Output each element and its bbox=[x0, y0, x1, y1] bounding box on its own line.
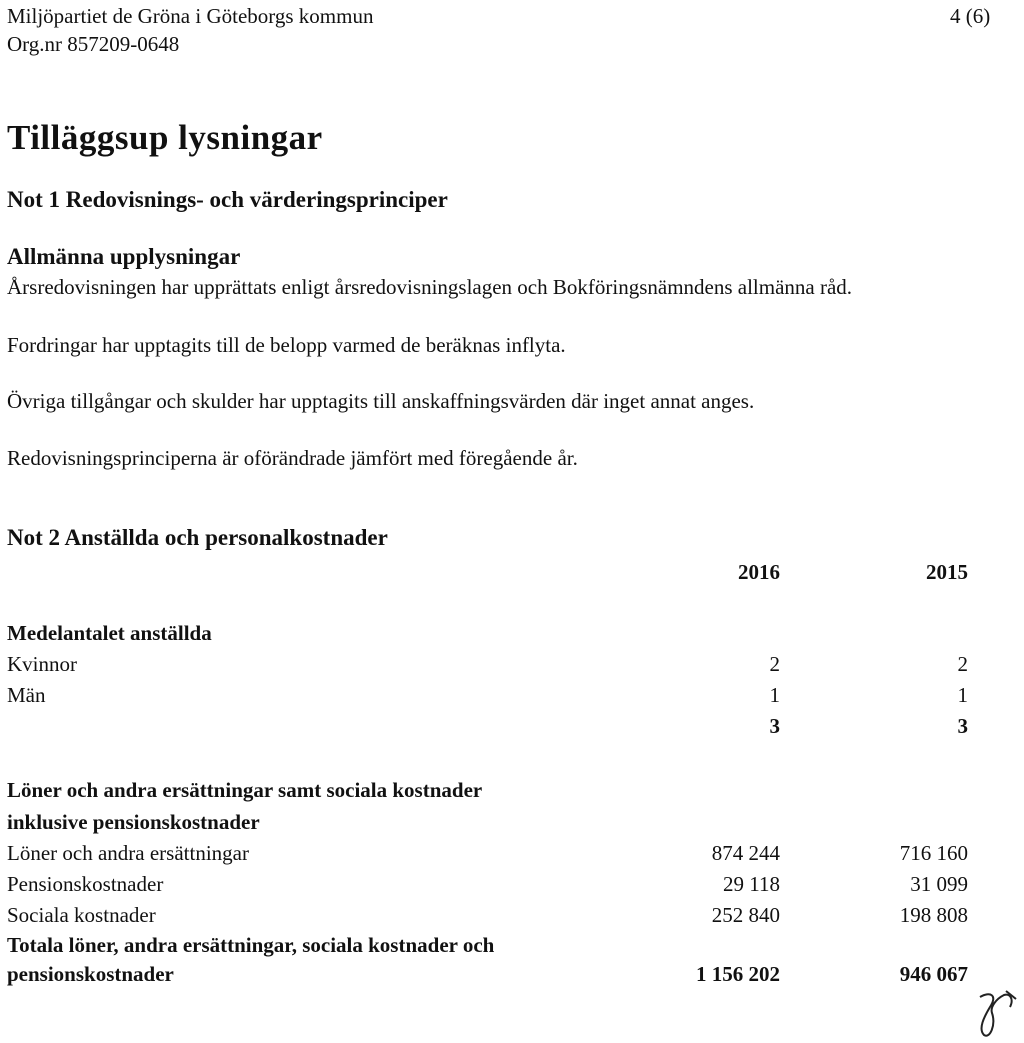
salaries-row-2016: 252 840 bbox=[711, 903, 780, 927]
salaries-row-2015: 31 099 bbox=[910, 872, 968, 896]
salaries-row-2016: 29 118 bbox=[723, 872, 780, 896]
employees-total-2015: 3 bbox=[957, 714, 968, 738]
employees-row-label: Kvinnor bbox=[7, 652, 77, 676]
salaries-total-2016: 1 156 202 bbox=[696, 962, 780, 986]
salaries-row-label: Pensionskostnader bbox=[7, 872, 164, 896]
employees-heading: Medelantalet anställda bbox=[7, 621, 212, 645]
salaries-total-label-line2: pensionskostnader bbox=[7, 962, 174, 986]
note1-subheading: Allmänna upplysningar bbox=[7, 244, 241, 269]
note1-paragraph-1: Årsredovisningen har upprättats enligt årsredovisningslagen och Bokföringsnämndens allmänna råd. bbox=[7, 275, 853, 299]
page-title: Tilläggsup lysningar bbox=[7, 118, 323, 157]
salaries-row-2015: 716 160 bbox=[899, 841, 968, 865]
column-header-2015: 2015 bbox=[926, 560, 968, 584]
salaries-row-2015: 198 808 bbox=[899, 903, 968, 927]
employees-row-2015: 1 bbox=[957, 683, 968, 707]
salaries-row-label: Sociala kostnader bbox=[7, 903, 156, 927]
employees-row-2015: 2 bbox=[957, 652, 968, 676]
page-number: 4 (6) bbox=[950, 4, 991, 28]
note1-paragraph-4: Redovisningsprinciperna är oförändrade jämfört med föregående år. bbox=[7, 446, 578, 470]
employees-row-label: Män bbox=[7, 683, 46, 707]
org-number: Org.nr 857209-0648 bbox=[7, 32, 180, 56]
handwritten-initials bbox=[960, 985, 1020, 1040]
column-header-2016: 2016 bbox=[738, 560, 780, 584]
employees-row-2016: 2 bbox=[769, 652, 780, 676]
salaries-row-label: Löner och andra ersättningar bbox=[7, 841, 249, 865]
employees-row-2016: 1 bbox=[769, 683, 780, 707]
org-name: Miljöpartiet de Gröna i Göteborgs kommun bbox=[7, 4, 374, 28]
salaries-row-2016: 874 244 bbox=[711, 841, 780, 865]
employees-total-2016: 3 bbox=[769, 714, 780, 738]
salaries-total-2015: 946 067 bbox=[899, 962, 968, 986]
note1-paragraph-3: Övriga tillgångar och skulder har upptagits till anskaffningsvärden där inget annat anges. bbox=[7, 389, 755, 413]
note1-heading: Not 1 Redovisnings- och värderingsprinciper bbox=[7, 187, 448, 212]
note1-paragraph-2: Fordringar har upptagits till de belopp varmed de beräknas inflyta. bbox=[7, 333, 566, 357]
salaries-heading-line1: Löner och andra ersättningar samt sociala kostnader bbox=[7, 778, 483, 802]
salaries-total-label-line1: Totala löner, andra ersättningar, sociala kostnader och bbox=[7, 933, 495, 957]
note2-heading: Not 2 Anställda och personalkostnader bbox=[7, 525, 388, 550]
salaries-heading-line2: inklusive pensionskostnader bbox=[7, 810, 260, 834]
